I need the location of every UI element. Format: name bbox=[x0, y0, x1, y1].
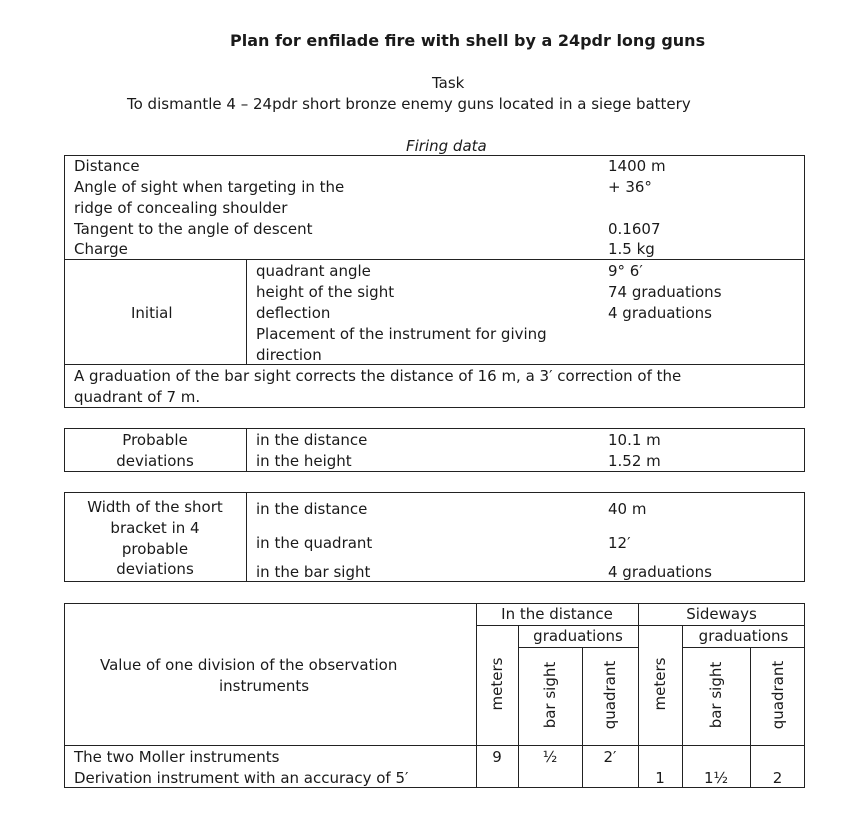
bracket-group-label: Width of the short bbox=[87, 498, 223, 516]
derivation-sideways-quadrant: 2 bbox=[772, 769, 783, 787]
deviation-height-value: 1.52 m bbox=[608, 452, 661, 470]
sideways-header: Sideways bbox=[686, 605, 757, 623]
tangent-value: 0.1607 bbox=[608, 220, 661, 238]
bracket-distance-label: in the distance bbox=[256, 500, 368, 518]
divider bbox=[246, 259, 247, 364]
moller-distance-bar-sight: ½ bbox=[542, 748, 558, 766]
angle-of-sight-value: + 36° bbox=[608, 178, 652, 196]
sight-height-label: height of the sight bbox=[256, 283, 395, 301]
divider bbox=[518, 647, 638, 648]
deflection-value: 4 graduations bbox=[608, 304, 712, 322]
deviation-distance-value: 10.1 m bbox=[608, 431, 661, 449]
derivation-sideways-meters: 1 bbox=[655, 769, 665, 787]
angle-of-sight-label-2: ridge of concealing shoulder bbox=[74, 199, 288, 217]
divider bbox=[638, 603, 639, 788]
tangent-label: Tangent to the angle of descent bbox=[74, 220, 313, 238]
graduation-note-2: quadrant of 7 m. bbox=[74, 388, 201, 406]
bracket-group-label-2: bracket in 4 bbox=[110, 519, 200, 537]
task-text: To dismantle 4 – 24pdr short bronze enemy guns located in a siege battery bbox=[127, 95, 691, 113]
initial-label: Initial bbox=[131, 304, 173, 322]
col-bar-sight-distance: bar sight bbox=[541, 661, 559, 729]
bracket-bar-sight-value: 4 graduations bbox=[608, 563, 712, 581]
instruments-header-label: Value of one division of the observation bbox=[100, 656, 398, 674]
sight-height-value: 74 graduations bbox=[608, 283, 722, 301]
deviation-distance-label: in the distance bbox=[256, 431, 368, 449]
distance-value: 1400 m bbox=[608, 157, 666, 175]
charge-label: Charge bbox=[74, 240, 128, 258]
divider bbox=[64, 364, 805, 365]
graduation-note: A graduation of the bar sight corrects the distance of 16 m, a 3′ correction of the bbox=[74, 367, 682, 385]
deviations-group-label-2: deviations bbox=[116, 452, 194, 470]
divider bbox=[64, 745, 805, 746]
col-meters-sideways: meters bbox=[651, 657, 669, 711]
distance-label: Distance bbox=[74, 157, 140, 175]
derivation-instrument-label: Derivation instrument with an accuracy of 5′ bbox=[74, 769, 409, 787]
distance-graduations-header: graduations bbox=[533, 627, 623, 645]
deviation-height-label: in the height bbox=[256, 452, 352, 470]
moller-distance-meters: 9 bbox=[492, 748, 502, 766]
deflection-label: deflection bbox=[256, 304, 331, 322]
col-quadrant-distance: quadrant bbox=[601, 660, 619, 730]
deviations-group-label: Probable bbox=[122, 431, 188, 449]
bracket-distance-value: 40 m bbox=[608, 500, 647, 518]
divider bbox=[246, 428, 247, 472]
moller-instruments-label: The two Moller instruments bbox=[74, 748, 280, 766]
quadrant-angle-label: quadrant angle bbox=[256, 262, 371, 280]
bracket-quadrant-label: in the quadrant bbox=[256, 534, 373, 552]
divider bbox=[246, 492, 247, 582]
col-meters-distance: meters bbox=[488, 657, 506, 711]
instruments-header-label-2: instruments bbox=[219, 677, 310, 695]
sideways-graduations-header: graduations bbox=[698, 627, 789, 645]
bracket-group-label-4: deviations bbox=[116, 560, 194, 578]
bracket-bar-sight-label: in the bar sight bbox=[256, 563, 371, 581]
instrument-placement-label: Placement of the instrument for giving bbox=[256, 325, 547, 343]
bracket-group-label-3: probable bbox=[121, 540, 189, 558]
col-bar-sight-sideways: bar sight bbox=[707, 661, 725, 729]
in-distance-header: In the distance bbox=[501, 605, 613, 623]
divider bbox=[682, 625, 683, 788]
task-heading: Task bbox=[432, 74, 465, 92]
divider bbox=[682, 647, 805, 648]
divider bbox=[64, 259, 805, 260]
firing-data-caption: Firing data bbox=[406, 137, 487, 155]
moller-distance-quadrant: 2′ bbox=[603, 748, 617, 766]
charge-value: 1.5 kg bbox=[608, 240, 655, 258]
quadrant-angle-value: 9° 6′ bbox=[608, 262, 643, 280]
instrument-placement-label-2: direction bbox=[256, 346, 322, 364]
page-title: Plan for enfilade fire with shell by a 24pdr long guns bbox=[230, 31, 706, 50]
divider bbox=[750, 647, 751, 788]
bracket-quadrant-value: 12′ bbox=[608, 534, 631, 552]
angle-of-sight-label: Angle of sight when targeting in the bbox=[74, 178, 345, 196]
derivation-sideways-bar-sight: 1½ bbox=[703, 769, 729, 787]
col-quadrant-sideways: quadrant bbox=[769, 660, 787, 730]
